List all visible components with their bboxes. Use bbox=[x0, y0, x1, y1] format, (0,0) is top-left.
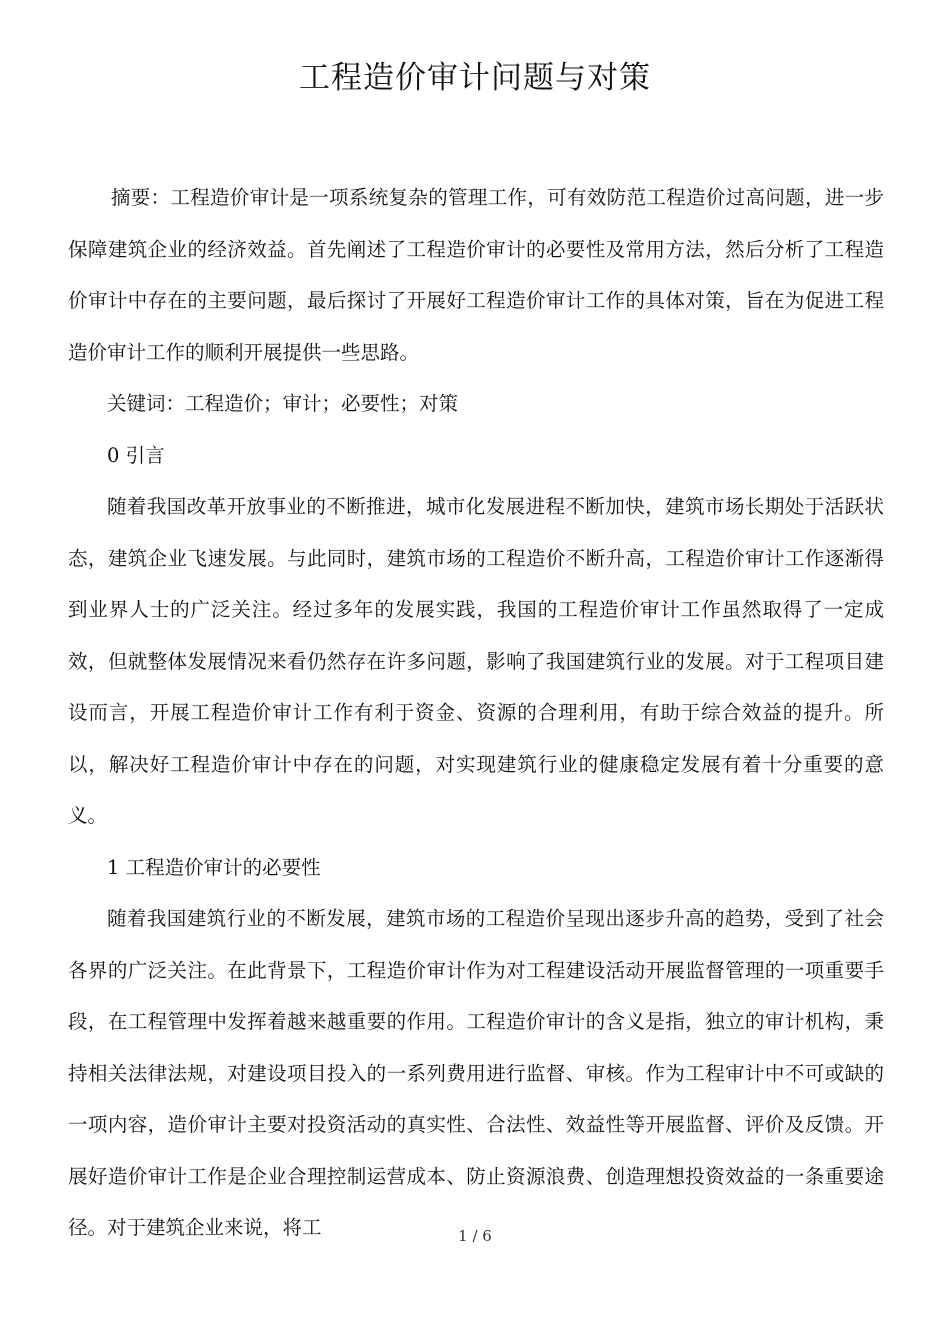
necessity-paragraph: 随着我国建筑行业的不断发展，建筑市场的工程造价呈现出逐步升高的趋势，受到了社会各界的广泛关注。在此背景下，工程造价审计作为对工程建设活动开展监督管理的一项重要手段，在工程管理中发挥着越来越重要的作用。工程造价审计的含义是指，独立的审计机构，秉持相关法律法规，对建设项目投入的一系列费用进行监督、审核。作为工程审计中不可或缺的一项内容，造价审计主要对投资活动的真实性、合法性、效益性等开展监督、评价及反馈。开展好造价审计工作是企业合理控制运营成本、防止资源浪费、创造理想投资效益的一条重要途径。对于建筑企业来说，将工 bbox=[68, 907, 884, 1239]
introduction-paragraph: 随着我国改革开放事业的不断推进，城市化发展进程不断加快，建筑市场长期处于活跃状态，建筑企业飞速发展。与此同时，建筑市场的工程造价不断升高，工程造价审计工作逐渐得到业界人士的广泛关注。经过多年的发展实践，我国的工程造价审计工作虽然取得了一定成效，但就整体发展情况来看仍然存在许多问题，影响了我国建筑行业的发展。对于工程项目建设而言，开展工程造价审计工作有利于资金、资源的合理利用，有助于综合效益的提升。所以，解决好工程造价审计中存在的问题，对实现建筑行业的健康稳定发展有着十分重要的意义。 bbox=[68, 495, 884, 827]
abstract-paragraph: 摘要：工程造价审计是一项系统复杂的管理工作，可有效防范工程造价过高问题，进一步保障建筑企业的经济效益。首先阐述了工程造价审计的必要性及常用方法，然后分析了工程造价审计中存在的主要问题，最后探讨了开展好工程造价审计工作的具体对策，旨在为促进工程造价审计工作的顺利开展提供一些思路。 bbox=[68, 186, 884, 364]
page-number: 1 / 6 bbox=[458, 1227, 492, 1245]
document-title: 工程造价审计问题与对策 bbox=[299, 60, 651, 96]
keywords-paragraph: 关键词：工程造价；审计；必要性；对策 bbox=[107, 392, 459, 415]
document-body bbox=[68, 172, 884, 1254]
section-heading-introduction: 0 引言 bbox=[107, 443, 165, 467]
section-heading-necessity: 1 工程造价审计的必要性 bbox=[107, 855, 321, 879]
